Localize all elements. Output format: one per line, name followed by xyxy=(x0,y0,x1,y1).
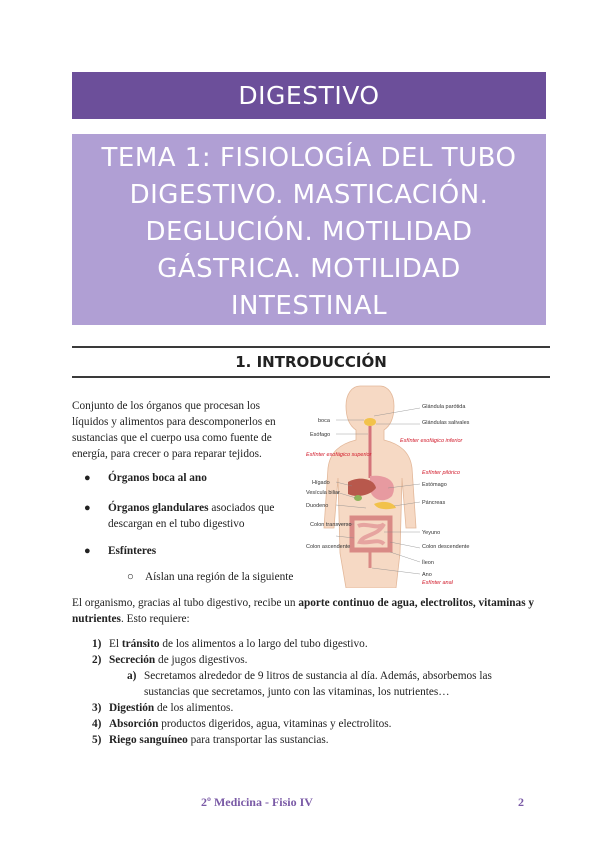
label-parotida: Glándula parótida xyxy=(422,404,466,410)
label-esfinter-inf: Esfínter esofágico inferior xyxy=(400,438,463,444)
label-esfinter-sup: Esfínter esofágico superior xyxy=(306,452,372,458)
bullet-dot-icon: ● xyxy=(84,502,91,514)
topic-line: INTESTINAL xyxy=(230,291,388,321)
label-ano: Ano xyxy=(422,572,432,578)
label-esfinter-pilorico: Esfínter pilórico xyxy=(422,470,460,476)
footer-course: 2º Medicina - Fisio IV xyxy=(201,795,313,809)
label-vesicula: Vesícula biliar xyxy=(306,490,340,496)
topic-line: GÁSTRICA. MOTILIDAD xyxy=(157,254,461,284)
topic-line: DEGLUCIÓN. MOTILIDAD xyxy=(145,217,473,247)
label-colon-descendente: Colon descendente xyxy=(422,544,470,550)
bullet-dot-icon: ● xyxy=(84,472,91,484)
section-title: 1. INTRODUCCIÓN xyxy=(235,353,387,371)
subject-banner: DIGESTIVO xyxy=(72,72,546,119)
label-higado: Hígado xyxy=(312,480,330,486)
circle-bullet-icon: ○ xyxy=(127,571,134,583)
page-number: 2 xyxy=(518,795,524,809)
label-esfinter-anal: Esfínter anal xyxy=(422,580,453,586)
label-duodeno: Duodeno xyxy=(306,503,329,509)
label-ileon: Íleon xyxy=(422,560,434,566)
label-colon-transverso: Colon transverso xyxy=(310,522,352,528)
label-estomago: Estómago xyxy=(422,482,447,488)
label-salivales: Glándulas salivales xyxy=(422,420,470,426)
intro-paragraph: Conjunto de los órganos que procesan los líquidos y alimentos para descomponerlos en sustancias que el cuerpo usa como fuente de energía, para crecer o para reparar tejidos. xyxy=(72,400,276,460)
label-esofago: Esófago xyxy=(310,432,331,438)
label-colon-ascendente: Colon ascendente xyxy=(306,544,351,550)
requirements-paragraph: El organismo, gracias al tubo digestivo, recibe un aporte continuo de agua, electrolitos, vitaminas y nutrientes. Esto requiere: xyxy=(72,597,535,625)
topic-line: DIGESTIVO. MASTICACIÓN. xyxy=(129,180,489,210)
label-yeyuno: Yeyuno xyxy=(422,530,441,536)
section-rule-top xyxy=(72,346,550,348)
bullet-dot-icon: ● xyxy=(84,545,91,557)
topic-banner xyxy=(72,134,546,325)
label-boca: boca xyxy=(318,418,330,424)
topic-line: TEMA 1: FISIOLOGÍA DEL TUBO xyxy=(101,143,517,173)
digestive-system-diagram xyxy=(300,378,478,588)
label-pancreas: Páncreas xyxy=(422,500,446,506)
